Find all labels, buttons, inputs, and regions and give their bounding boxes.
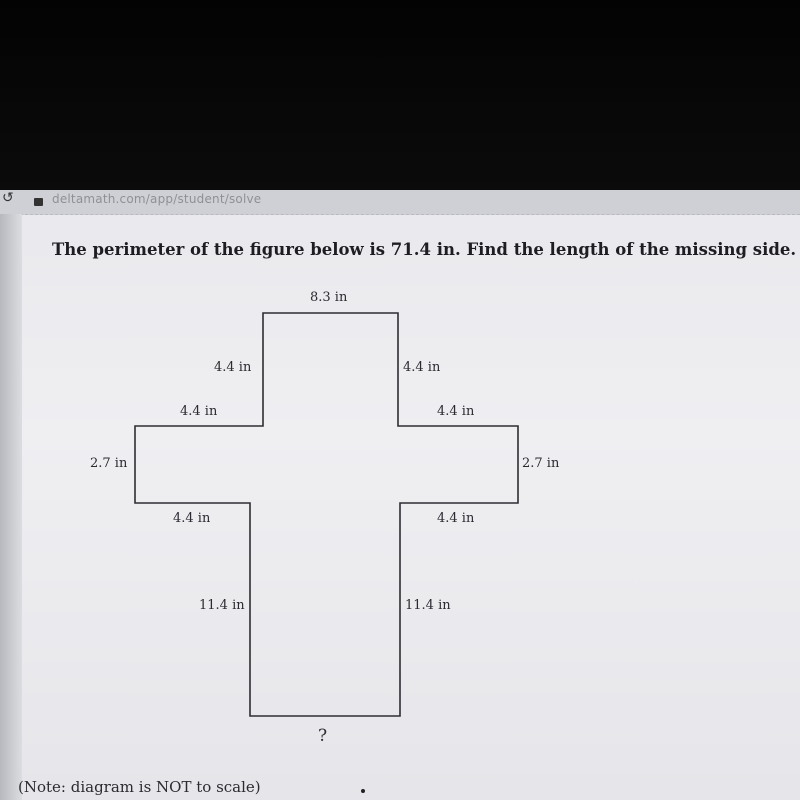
label-right-end: 2.7 in	[522, 456, 560, 471]
url-text[interactable]: deltamath.com/app/student/solve	[52, 192, 262, 206]
label-lower-left-side: 11.4 in	[199, 598, 245, 613]
cursor-dot	[361, 789, 365, 793]
cross-figure	[0, 190, 800, 800]
label-missing-side: ?	[318, 726, 328, 746]
monitor-bezel	[0, 0, 800, 190]
label-right-arm-bottom: 4.4 in	[437, 511, 475, 526]
label-upper-right-side: 4.4 in	[403, 360, 441, 375]
label-left-end: 2.7 in	[90, 456, 128, 471]
scale-note: (Note: diagram is NOT to scale)	[18, 778, 261, 796]
label-top-side: 8.3 in	[310, 290, 348, 305]
screen	[0, 190, 800, 800]
label-left-arm-top: 4.4 in	[180, 404, 218, 419]
question-prompt: The perimeter of the figure below is 71.4 in. Find the length of the missing side.	[52, 240, 797, 259]
label-lower-right-side: 11.4 in	[405, 598, 451, 613]
label-upper-left-side: 4.4 in	[214, 360, 252, 375]
label-right-arm-top: 4.4 in	[437, 404, 475, 419]
label-left-arm-bottom: 4.4 in	[173, 511, 211, 526]
back-arrow-icon[interactable]: ↺	[2, 190, 14, 206]
